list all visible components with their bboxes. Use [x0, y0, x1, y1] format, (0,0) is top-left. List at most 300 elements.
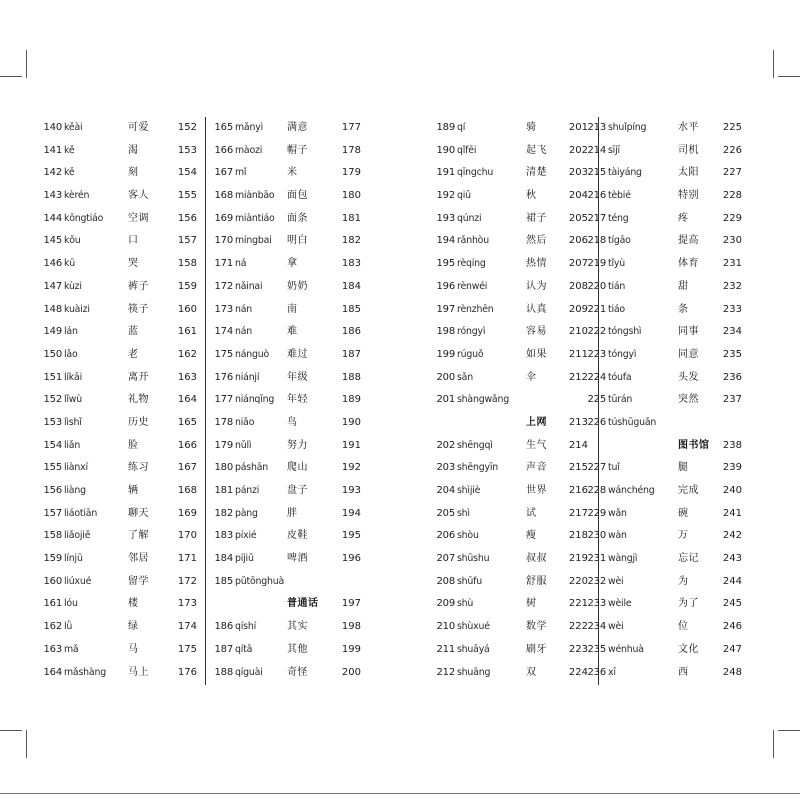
entry-pinyin: tóngyì — [608, 348, 637, 360]
entry-pinyin: shàngwǎng — [457, 394, 509, 406]
entry-hanzi: 空调 — [128, 212, 149, 224]
entry-hanzi: 叔叔 — [526, 553, 547, 565]
entry-hanzi: 米 — [287, 167, 298, 179]
entry-pinyin: lǜ — [64, 621, 73, 633]
entry-hanzi: 皮鞋 — [287, 530, 308, 542]
entry-pinyin: shuǐpíng — [608, 122, 647, 133]
crop-mark-top-right — [773, 50, 774, 78]
entry-hanzi: 练习 — [128, 462, 149, 474]
entry-page-number: 201 — [568, 122, 588, 133]
entry-page-number: 152 — [177, 122, 197, 133]
entry-page-number: 159 — [177, 280, 197, 292]
entry-number: 158 — [43, 530, 62, 542]
entry-number: 221 — [587, 303, 606, 315]
page-bottom-edge — [0, 793, 800, 794]
entry-hanzi: 骑 — [526, 122, 537, 133]
crop-mark-bottom-left-h — [0, 730, 22, 731]
entry-page-number: 177 — [341, 122, 361, 133]
entry-pinyin: shù — [457, 598, 474, 610]
entry-hanzi: 认真 — [526, 303, 547, 315]
entry-page-number: 156 — [177, 212, 197, 224]
entry-number: 187 — [214, 643, 233, 655]
entry-page-number: 194 — [341, 507, 361, 519]
entry-page-number: 211 — [568, 348, 588, 360]
entry-pinyin: qí — [457, 122, 466, 133]
entry-page-number: 226 — [722, 144, 742, 156]
entry-page-number: 236 — [722, 371, 742, 383]
entry-pinyin: qítā — [235, 643, 253, 655]
entry-hanzi: 碗 — [678, 507, 689, 519]
entry-pinyin: kuàizi — [64, 303, 90, 315]
entry-hanzi: 条 — [678, 303, 689, 315]
entry-number: 143 — [43, 190, 62, 202]
entry-pinyin: tuǐ — [608, 462, 620, 474]
entry-pinyin: lǎo — [64, 348, 78, 360]
entry-number: 192 — [436, 190, 455, 202]
entry-pinyin: pàng — [235, 507, 258, 519]
entry-number: 164 — [43, 666, 62, 678]
entry-pinyin: shì — [457, 507, 470, 519]
entry-hanzi: 位 — [678, 621, 689, 633]
entry-page-number: 222 — [568, 621, 588, 633]
entry-hanzi: 刷牙 — [526, 643, 547, 655]
entry-pinyin: màozi — [235, 144, 263, 156]
entry-hanzi: 拿 — [287, 258, 298, 270]
entry-page-number: 234 — [722, 326, 742, 338]
entry-hanzi: 明白 — [287, 235, 308, 247]
entry-hanzi: 数学 — [526, 621, 547, 633]
entry-pinyin: nánguò — [235, 348, 270, 360]
entry-number: 181 — [214, 485, 233, 496]
entry-number: 236 — [587, 666, 606, 678]
entry-hanzi: 客人 — [128, 190, 149, 202]
entry-pinyin: pǔtōnghuà — [235, 575, 285, 587]
entry-number: 146 — [43, 258, 62, 270]
entry-pinyin: liǎojiě — [64, 530, 91, 542]
entry-number: 173 — [214, 303, 233, 315]
entry-number: 174 — [214, 326, 233, 338]
entry-page-number: 202 — [568, 144, 588, 156]
entry-page-number: 163 — [177, 371, 197, 383]
entry-pinyin: lǐwù — [64, 394, 83, 406]
entry-number: 152 — [43, 394, 62, 406]
entry-page-number: 184 — [341, 280, 361, 292]
entry-hanzi: 马 — [128, 643, 139, 655]
entry-hanzi: 可爱 — [128, 122, 149, 133]
entry-number: 150 — [43, 348, 62, 360]
entry-number: 177 — [214, 394, 233, 406]
entry-hanzi: 万 — [678, 530, 689, 542]
entry-page-number: 239 — [722, 462, 742, 474]
entry-page-number: 164 — [177, 394, 197, 406]
entry-pinyin: tián — [608, 280, 626, 292]
entry-page-number: 153 — [177, 144, 197, 156]
entry-page-number: 221 — [568, 598, 588, 610]
entry-hanzi: 脸 — [128, 439, 139, 451]
entry-hanzi: 疼 — [678, 212, 689, 224]
entry-page-number: 231 — [722, 258, 742, 270]
entry-pinyin: niánqīng — [235, 394, 275, 406]
entry-number: 210 — [436, 621, 455, 633]
entry-page-number: 207 — [568, 258, 588, 270]
entry-page-number: 161 — [177, 326, 197, 338]
entry-hanzi: 邻居 — [128, 553, 149, 565]
entry-pinyin: túshūguǎn — [608, 416, 657, 428]
entry-hanzi: 胖 — [287, 507, 298, 519]
entry-hanzi: 试 — [526, 507, 537, 519]
entry-hanzi: 努力 — [287, 439, 308, 451]
entry-number: 229 — [587, 507, 606, 519]
entry-hanzi: 同事 — [678, 326, 699, 338]
entry-number: 200 — [436, 371, 455, 383]
entry-hanzi: 司机 — [678, 144, 699, 156]
entry-pinyin: shuāyá — [457, 643, 490, 655]
entry-hanzi: 筷子 — [128, 303, 149, 315]
entry-pinyin: páshān — [235, 462, 269, 474]
entry-page-number: 224 — [568, 666, 588, 678]
entry-hanzi: 蓝 — [128, 326, 139, 338]
entry-number: 232 — [587, 575, 606, 587]
entry-pinyin: kǒu — [64, 235, 81, 247]
entry-hanzi: 生气 — [526, 439, 547, 451]
entry-hanzi: 完成 — [678, 485, 699, 496]
entry-pinyin: rènwéi — [457, 280, 488, 292]
entry-number: 231 — [587, 553, 606, 565]
entry-number: 160 — [43, 575, 62, 587]
entry-hanzi: 绿 — [128, 621, 139, 633]
entry-hanzi: 面条 — [287, 212, 308, 224]
entry-pinyin: nán — [235, 326, 253, 338]
entry-hanzi: 口 — [128, 235, 139, 247]
entry-number: 180 — [214, 462, 233, 474]
entry-number: 155 — [43, 462, 62, 474]
entry-page-number: 208 — [568, 280, 588, 292]
entry-page-number: 157 — [177, 235, 197, 247]
entry-page-number: 181 — [341, 212, 361, 224]
crop-mark-top-right-h — [778, 76, 800, 77]
entry-pinyin: róngyì — [457, 326, 486, 338]
entry-page-number: 232 — [722, 280, 742, 292]
entry-number: 196 — [436, 280, 455, 292]
entry-number: 186 — [214, 621, 233, 633]
entry-pinyin: shùxué — [457, 621, 490, 633]
entry-pinyin: tígāo — [608, 235, 631, 247]
entry-page-number: 187 — [341, 348, 361, 360]
entry-number: 183 — [214, 530, 233, 542]
entry-page-number: 191 — [341, 439, 361, 451]
entry-hanzi: 提高 — [678, 235, 699, 247]
entry-number: 203 — [436, 462, 455, 474]
entry-page-number: 167 — [177, 462, 197, 474]
entry-page-number: 248 — [722, 666, 742, 678]
entry-pinyin: wénhuà — [608, 643, 644, 655]
entry-hanzi: 老 — [128, 348, 139, 360]
entry-hanzi: 啤酒 — [287, 553, 308, 565]
entry-pinyin: liànxí — [64, 462, 88, 474]
entry-number: 148 — [43, 303, 62, 315]
entry-page-number: 227 — [722, 167, 742, 179]
entry-number: 212 — [436, 666, 455, 678]
entry-pinyin: lán — [64, 326, 78, 338]
entry-pinyin: tàiyáng — [608, 167, 642, 179]
entry-page-number: 240 — [722, 485, 742, 496]
entry-hanzi: 容易 — [526, 326, 547, 338]
entry-hanzi: 年轻 — [287, 394, 308, 406]
entry-pinyin: qíshí — [235, 621, 256, 633]
entry-number: 172 — [214, 280, 233, 292]
entry-pinyin: liàng — [64, 485, 86, 496]
entry-hanzi: 礼物 — [128, 394, 149, 406]
entry-page-number: 243 — [722, 553, 742, 565]
entry-number: 199 — [436, 348, 455, 360]
entry-hanzi: 文化 — [678, 643, 699, 655]
entry-page-number: 216 — [568, 485, 588, 496]
entry-pinyin: sījī — [608, 144, 620, 156]
entry-hanzi: 楼 — [128, 598, 139, 610]
entry-number: 227 — [587, 462, 606, 474]
entry-number: 211 — [436, 643, 455, 655]
entry-number: 163 — [43, 643, 62, 655]
entry-pinyin: kě — [64, 167, 75, 179]
entry-pinyin: xī — [608, 666, 616, 678]
entry-page-number: 229 — [722, 212, 742, 224]
entry-number: 219 — [587, 258, 606, 270]
entry-pinyin: nán — [235, 303, 253, 315]
entry-hanzi: 盘子 — [287, 485, 308, 496]
entry-hanzi: 甜 — [678, 280, 689, 292]
entry-number: 189 — [436, 122, 455, 133]
entry-number: 201 — [436, 394, 455, 406]
entry-pinyin: kě — [64, 144, 75, 156]
entry-number: 166 — [214, 144, 233, 156]
entry-pinyin: niánjí — [235, 371, 260, 383]
entry-pinyin: mǐ — [235, 167, 247, 179]
entry-number: 202 — [436, 439, 455, 451]
entry-pinyin: qiū — [457, 190, 471, 202]
entry-pinyin: niǎo — [235, 416, 255, 428]
entry-hanzi: 难 — [287, 326, 298, 338]
entry-hanzi: 树 — [526, 598, 537, 610]
entry-pinyin: rènzhēn — [457, 303, 494, 315]
entry-number: 197 — [436, 303, 455, 315]
entry-number: 149 — [43, 326, 62, 338]
entry-number: 184 — [214, 553, 233, 565]
entry-pinyin: línjū — [64, 553, 83, 565]
entry-page-number: 176 — [177, 666, 197, 678]
entry-number: 218 — [587, 235, 606, 247]
entry-number: 215 — [587, 167, 606, 179]
entry-pinyin: mǎ — [64, 643, 79, 655]
entry-pinyin: wàn — [608, 530, 627, 542]
entry-page-number: 199 — [341, 643, 361, 655]
entry-pinyin: qúnzi — [457, 212, 482, 224]
entry-hanzi: 西 — [678, 666, 689, 678]
entry-page-number: 160 — [177, 303, 197, 315]
entry-number: 206 — [436, 530, 455, 542]
entry-number: 223 — [587, 348, 606, 360]
entry-number: 228 — [587, 485, 606, 496]
entry-number: 213 — [587, 122, 606, 133]
entry-hanzi: 太阳 — [678, 167, 699, 179]
entry-number: 161 — [43, 598, 62, 610]
entry-page-number: 237 — [722, 394, 742, 406]
entry-number: 230 — [587, 530, 606, 542]
entry-hanzi: 双 — [526, 666, 537, 678]
entry-hanzi: 南 — [287, 303, 298, 315]
entry-page-number: 180 — [341, 190, 361, 202]
entry-number: 182 — [214, 507, 233, 519]
entry-page-number: 171 — [177, 553, 197, 565]
entry-page-number: 182 — [341, 235, 361, 247]
entry-hanzi: 了解 — [128, 530, 149, 542]
entry-number: 216 — [587, 190, 606, 202]
entry-pinyin: mǎnyì — [235, 122, 263, 133]
entry-page-number: 209 — [568, 303, 588, 315]
entry-pinyin: rúguǒ — [457, 348, 484, 360]
entry-page-number: 155 — [177, 190, 197, 202]
entry-page-number: 246 — [722, 621, 742, 633]
entry-page-number: 204 — [568, 190, 588, 202]
entry-pinyin: rèqíng — [457, 258, 486, 270]
entry-page-number: 220 — [568, 575, 588, 587]
entry-hanzi: 帽子 — [287, 144, 308, 156]
entry-hanzi: 面包 — [287, 190, 308, 202]
entry-number: 157 — [43, 507, 62, 519]
entry-number: 168 — [214, 190, 233, 202]
entry-hanzi: 鸟 — [287, 416, 298, 428]
entry-hanzi: 离开 — [128, 371, 149, 383]
entry-pinyin: qīngchu — [457, 167, 494, 179]
entry-page-number: 219 — [568, 553, 588, 565]
entry-number: 162 — [43, 621, 62, 633]
entry-hanzi: 哭 — [128, 258, 139, 270]
entry-pinyin: liúxué — [64, 575, 92, 587]
entry-number: 147 — [43, 280, 62, 292]
entry-hanzi: 年级 — [287, 371, 308, 383]
entry-hanzi: 特别 — [678, 190, 699, 202]
entry-page-number: 195 — [341, 530, 361, 542]
entry-page-number: 235 — [722, 348, 742, 360]
entry-page-number: 233 — [722, 303, 742, 315]
entry-number: 222 — [587, 326, 606, 338]
entry-number: 205 — [436, 507, 455, 519]
entry-page-number: 200 — [341, 666, 361, 678]
entry-hanzi: 裙子 — [526, 212, 547, 224]
crop-mark-top-left-h — [0, 76, 22, 77]
entry-page-number: 241 — [722, 507, 742, 519]
entry-pinyin: líkāi — [64, 371, 82, 383]
entry-pinyin: tǐyù — [608, 258, 625, 270]
entry-page-number: 188 — [341, 371, 361, 383]
entry-page-number: 174 — [177, 621, 197, 633]
entry-page-number: 210 — [568, 326, 588, 338]
entry-pinyin: tūrán — [608, 394, 633, 406]
entry-number: 170 — [214, 235, 233, 247]
entry-hanzi: 为了 — [678, 598, 699, 610]
entry-page-number: 247 — [722, 643, 742, 655]
entry-pinyin: wèile — [608, 598, 632, 610]
entry-number: 176 — [214, 371, 233, 383]
entry-page-number: 225 — [722, 122, 742, 133]
entry-page-number: 203 — [568, 167, 588, 179]
entry-number: 171 — [214, 258, 233, 270]
entry-hanzi: 其实 — [287, 621, 308, 633]
entry-number: 233 — [587, 598, 606, 610]
entry-number: 207 — [436, 553, 455, 565]
entry-number: 156 — [43, 485, 62, 496]
entry-hanzi: 然后 — [526, 235, 547, 247]
entry-number: 185 — [214, 575, 233, 587]
entry-pinyin: nǎinai — [235, 280, 263, 292]
entry-pinyin: kèrén — [64, 190, 90, 202]
entry-number: 154 — [43, 439, 62, 451]
entry-pinyin: shēngqì — [457, 439, 493, 451]
entry-page-number: 169 — [177, 507, 197, 519]
entry-hanzi: 奶奶 — [287, 280, 308, 292]
entry-page-number: 223 — [568, 643, 588, 655]
entry-page-number: 214 — [568, 439, 588, 451]
entry-hanzi: 水平 — [678, 122, 699, 133]
entry-hanzi: 舒服 — [526, 575, 547, 587]
entry-hanzi: 普通话 — [287, 598, 319, 610]
entry-number: 151 — [43, 371, 62, 383]
entry-page-number: 165 — [177, 416, 197, 428]
entry-pinyin: lìshǐ — [64, 416, 82, 428]
entry-number: 234 — [587, 621, 606, 633]
column-divider-left-page — [205, 117, 206, 685]
entry-number: 144 — [43, 212, 62, 224]
crop-mark-bottom-left — [26, 730, 27, 758]
entry-hanzi: 头发 — [678, 371, 699, 383]
entry-hanzi: 渴 — [128, 144, 139, 156]
entry-pinyin: liáotiān — [64, 507, 98, 519]
entry-pinyin: shēngyīn — [457, 462, 498, 474]
entry-page-number: 205 — [568, 212, 588, 224]
entry-number: 198 — [436, 326, 455, 338]
entry-page-number: 178 — [341, 144, 361, 156]
entry-number: 145 — [43, 235, 62, 247]
crop-mark-bottom-right — [773, 730, 774, 758]
entry-hanzi: 为 — [678, 575, 689, 587]
entry-page-number: 206 — [568, 235, 588, 247]
entry-page-number: 168 — [177, 485, 197, 496]
entry-number: 140 — [43, 122, 62, 133]
entry-hanzi: 伞 — [526, 371, 537, 383]
entry-pinyin: rǎnhòu — [457, 235, 489, 247]
entry-number: 179 — [214, 439, 233, 451]
entry-pinyin: píxié — [235, 530, 257, 542]
entry-hanzi: 历史 — [128, 416, 149, 428]
entry-pinyin: liǎn — [64, 439, 81, 451]
entry-page-number: 230 — [722, 235, 742, 247]
crop-mark-bottom-right-h — [778, 730, 800, 731]
entry-pinyin: wǎn — [608, 507, 627, 519]
entry-pinyin: wèi — [608, 621, 624, 633]
entry-pinyin: pánzi — [235, 485, 260, 496]
entry-pinyin: míngbai — [235, 235, 272, 247]
entry-hanzi: 图书馆 — [678, 439, 710, 451]
entry-page-number: 185 — [341, 303, 361, 315]
entry-hanzi: 裤子 — [128, 280, 149, 292]
entry-page-number: 170 — [177, 530, 197, 542]
entry-number: 217 — [587, 212, 606, 224]
entry-pinyin: qíguài — [235, 666, 263, 678]
entry-page-number: 196 — [341, 553, 361, 565]
entry-number: 159 — [43, 553, 62, 565]
entry-pinyin: miànbāo — [235, 190, 275, 202]
entry-number: 153 — [43, 416, 62, 428]
entry-hanzi: 难过 — [287, 348, 308, 360]
